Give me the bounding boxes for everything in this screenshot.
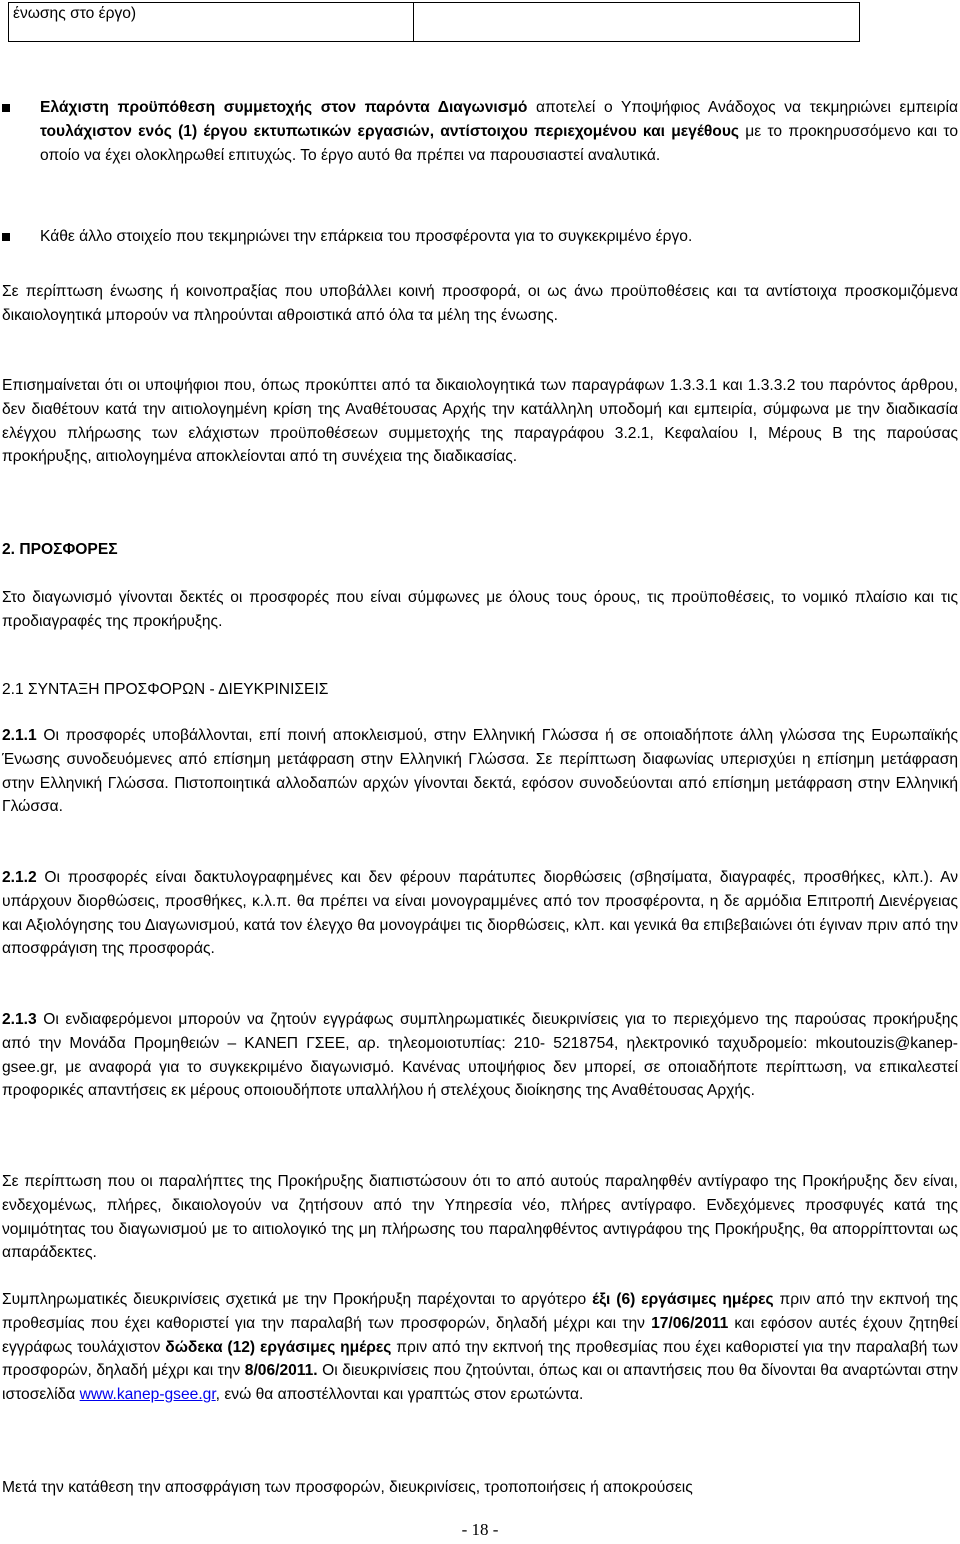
para-copy: Σε περίπτωση που οι παραλήπτες της Προκήρυξης διαπιστώσουν ότι το από αυτούς παραληφθέν αντίγραφο της Προκήρυξης δεν είναι, ενδεχομένως, πλήρες, δικαιολογούν να ζητήσουν από την Υπηρεσία νέο, πλήρες αντίγραφο. Ενδεχόμενες προσφυγές κατά της νομιμότητας του διαγωνισμού με το αιτιολογικό της μη πλήρωσης του παραληφθέντος αντιγράφου της Προκήρυξης, θα απορρίπτονται ως απαράδεκτες. [2, 1173, 958, 1262]
clar-h: 8/06/2011. [244, 1362, 318, 1380]
bullet1-part1: Ελάχιστη προϋπόθεση συμμετοχής στον παρόντα Διαγωνισμό [40, 99, 528, 116]
para-note: Επισημαίνεται ότι οι υποψήφιοι που, όπως προκύπτει από τα δικαιολογητικά των παραγράφων 1.3.3.1 και 1.3.3.2 του παρόντος άρθρου, δεν διαθέτουν κατά την αιτιολογημένη κρίση της Αναθέτουσας Αρχής την κατάλληλη υποδομή και εμπειρία, σύμφωνα με την διαδικασία ελέγχου πλήρωσης των ελάχιστων προϋποθέσεων συμμετοχής της παραγράφου 3.2.1, Κεφαλαίου Ι, Μέρους Β της παρούσας προκήρυξης, αιτιολογημένα αποκλείονται από τη συνέχεια της διαδικασίας. [2, 377, 958, 466]
para-last: Μετά την κατάθεση την αποσφράγιση των προσφορών, διευκρινίσεις, τροποποιήσεις ή αποκρούσεις [2, 1479, 693, 1496]
para-2-1-2-number: 2.1.2 [2, 869, 37, 886]
page-number: - 18 - [461, 1520, 499, 1539]
para-2-1-3 [2, 1008, 958, 1103]
clar-b: έξι (6) εργάσιμες ημέρες [592, 1291, 774, 1308]
para-2-1-2 [2, 866, 958, 961]
clar-g: πριν από την εκπνοή της προθεσμίας που έχει καθοριστεί για την παραλαβή των προσφορών, δηλαδή μέχρι και την [2, 1338, 958, 1380]
clar-c: πριν από την εκπνοή της προθεσμίας που έχει καθοριστεί για την παραλαβή των προσφορών, δηλαδή μέχρι και την [2, 1291, 958, 1332]
top-table-left-cell: ένωσης στο έργο) [9, 3, 414, 42]
bullet-square-icon [2, 104, 10, 112]
para-offers: Στο διαγωνισμό γίνονται δεκτές οι προσφορές που είναι σύμφωνες με όλους τους όρους, τις προϋποθέσεις, το νομικό πλαίσιο και τις προδιαγραφές της προκήρυξης. [2, 589, 958, 630]
bullet-square-icon [2, 233, 10, 241]
para-union: Σε περίπτωση ένωσης ή κοινοπραξίας που υποβάλλει κοινή προσφορά, οι ως άνω προϋποθέσεις και τα αντίστοιχα προσκομιζόμενα δικαιολογητικά μπορούν να πληρούνται αθροιστικά από όλα τα μέλη της ένωσης. [2, 283, 958, 324]
bullet1-part4: με το προκηρυσσόμενο και το οποίο να έχει ολοκληρωθεί επιτυχώς. Το έργο αυτό θα πρέπει να παρουσιαστεί αναλυτικά. [40, 122, 959, 164]
clar-d: 17/06/2011 [651, 1314, 729, 1332]
para-2-1-3-text: Οι ενδιαφερόμενοι μπορούν να ζητούν εγγράφως συμπληρωματικές διευκρινίσεις για το περιεχόμενο της παρούσας προκήρυξης από την Μονάδα Προμηθειών – ΚΑΝΕΠ ΓΣΕΕ, αρ. τηλεομοιοτυπίας: 210- 5218754, ηλεκτρονικό ταχυδρομείο: mkoutouzis@kanep-gsee.gr, με αναφορά για το συγκεκριμένο διαγωνισμό. Κανένας υποψήφιος δεν μπορεί, σε οποιαδήποτε περίπτωση, να επικαλεστεί προφορικές απαντήσεις εκ μέρους οποιουδήποτε υπαλλήλου ή στελέχους διοίκησης της Αναθέτουσας Αρχής. [2, 1011, 958, 1100]
bullet-min-requirement [40, 96, 958, 167]
top-table-right-cell [414, 3, 860, 42]
para-2-1-3-number: 2.1.3 [2, 1011, 37, 1028]
heading-drafting: 2.1 ΣΥΝΤΑΞΗ ΠΡΟΣΦΟΡΩΝ - ΔΙΕΥΚΡΙΝΙΣΕΙΣ [2, 681, 329, 698]
para-2-1-1-number: 2.1.1 [2, 727, 37, 744]
website-link[interactable]: www.kanep-gsee.gr [79, 1386, 216, 1404]
para-2-1-2-text: Οι προσφορές είναι δακτυλογραφημένες και δεν φέρουν παράτυπες διορθώσεις (σβησίματα, διαγραφές, προσθήκες, κλπ.). Αν υπάρχουν διορθώσεις, προσθήκες, κ.λ.π. θα πρέπει να είναι μονογραμμένες από τον προσφέροντα, η δε αρμόδια Επιτροπή Διενέργειας και Αξιολόγησης του Διαγωνισμού, κατά τον έλεγχο θα μονογράψει τις διορθώσεις, κλπ. και γενικά θα επιβεβαιώνει ότι έγιναν πριν από την αποσφράγιση της προσφοράς. [2, 869, 958, 958]
top-table [8, 2, 860, 42]
bullet-other-evidence: Κάθε άλλο στοιχείο που τεκμηριώνει την επάρκεια του προσφέροντα για το συγκεκριμένο έργο. [40, 228, 693, 245]
heading-offers: 2. ΠΡΟΣΦΟΡΕΣ [2, 541, 118, 558]
clar-a: Συμπληρωματικές διευκρινίσεις σχετικά με την Προκήρυξη παρέχονται το αργότερο [2, 1291, 593, 1308]
clar-e: και εφόσον αυτές έχουν ζητηθεί εγγράφως τουλάχιστον [2, 1314, 958, 1356]
clar-i: Οι διευκρινίσεις που ζητούνται, όπως και οι απαντήσεις που θα δίνονται θα αναρτώνται στην ιστοσελίδα [2, 1362, 958, 1404]
clar-f: δώδεκα (12) εργάσιμες ημέρες [165, 1338, 392, 1356]
bullet1-part2: αποτελεί ο Υποψήφιος Ανάδοχος να τεκμηριώνει εμπειρία [527, 99, 958, 116]
para-2-1-1-text: Οι προσφορές υποβάλλονται, επί ποινή αποκλεισμού, στην Ελληνική Γλώσσα ή σε οποιαδήποτε άλλη γλώσσα της Ευρωπαϊκής Ένωσης συνοδευόμενες από επίσημη μετάφραση στην Ελληνική Γλώσσα. Σε περίπτωση διαφωνίας υπερισχύει η επίσημη μετάφραση στην Ελληνική Γλώσσα. Πιστοποιητικά αλλοδαπών αρχών γίνονται δεκτά, εφόσον συνοδεύονται από επίσημη μετάφραση στην Ελληνική Γλώσσα. [2, 727, 958, 816]
para-2-1-1 [2, 724, 958, 819]
clar-j: , ενώ θα αποστέλλονται και γραπτώς στον ερωτώντα. [215, 1386, 584, 1404]
para-clarifications [2, 1288, 958, 1407]
bullet1-part3: τουλάχιστον ενός (1) έργου εκτυπωτικών εργασιών, αντίστοιχου περιεχομένου και μεγέθους [40, 122, 740, 140]
